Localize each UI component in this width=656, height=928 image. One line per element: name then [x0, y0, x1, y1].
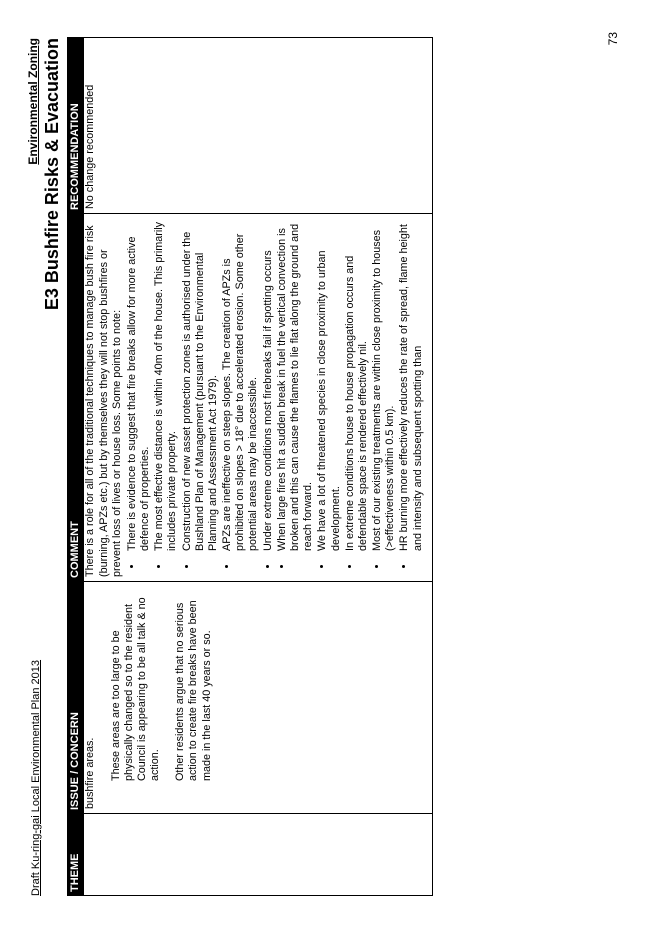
comment-intro: There is a role for all of the traditional techniques to manage bush fire risk (burning, APZs etc.) but by themselves they will not stop bushfires or prevent loss of lives or house loss. Some points to note:: [84, 225, 123, 577]
table-header-row: [68, 38, 84, 896]
theme-cell: [84, 814, 432, 896]
issue-text: Other residents argue that no serious action to create fire breaks have been made in the last 40 years or so.: [174, 600, 213, 781]
recommendation-text: No change recommended: [84, 84, 97, 209]
list-item: • We have a lot of threatened species in close proximity to urban development.: [316, 218, 342, 555]
list-item: • The most effective distance is within 40m of the house. This primarily includes private property.: [153, 218, 179, 555]
column-header-recommendation: RECOMMENDATION: [68, 38, 84, 214]
issue-text: These areas are too large to be physically changed so to the resident Council is appearing to be all talk & no action.: [109, 597, 162, 781]
section-title: E3 Bushfire Risks & Evacuation: [42, 38, 62, 311]
section-label: Environmental Zoning: [26, 38, 40, 165]
issue-text: bushfire areas.: [84, 737, 97, 809]
page-number: 73: [606, 32, 620, 46]
list-item: • APZs are ineffective on steep slopes. The creation of APZs is prohibited on slopes > 18° due to accelerated erosion. Some other potential areas may be inaccessible.: [221, 218, 261, 555]
list-item: • There is evidence to suggest that fire breaks allow for more active defence of properties.: [126, 218, 152, 555]
list-item: • Most of our existing treatments are within close proximity to houses (>effectiveness within 0.5 km).: [371, 218, 397, 555]
comment-cell: [84, 214, 432, 582]
issue-cell: [84, 582, 432, 814]
list-item: • Under extreme conditions most firebreaks fail if spotting occurs: [262, 218, 275, 555]
submissions-table: [67, 37, 433, 896]
list-item: • In extreme conditions house to house propagation occurs and defendable space is rendered effectively nil.: [344, 218, 370, 555]
comment-bullet-list: [126, 218, 425, 577]
column-header-issue: ISSUE / CONCERN: [68, 582, 84, 814]
document-title: Draft Ku-ring-gai Local Environmental Plan 2013: [30, 659, 42, 896]
recommendation-cell: [84, 38, 432, 214]
list-item: • Construction of new asset protection zones is authorised under the Bushland Plan of Management (pursuant to the Environmental Planning and Assessment Act 1979).: [181, 218, 221, 555]
list-item: • When large fires hit a sudden break in fuel the vertical convection is broken and this can cause the flames to lie flat along the ground and reach forward.: [276, 218, 316, 555]
list-item: • HR burning more effectively reduces the rate of spread, flame height and intensity and subsequent spotting than: [398, 218, 424, 555]
column-header-theme: THEME: [68, 814, 84, 896]
table-row: [84, 38, 432, 896]
column-header-comment: COMMENT: [68, 214, 84, 582]
